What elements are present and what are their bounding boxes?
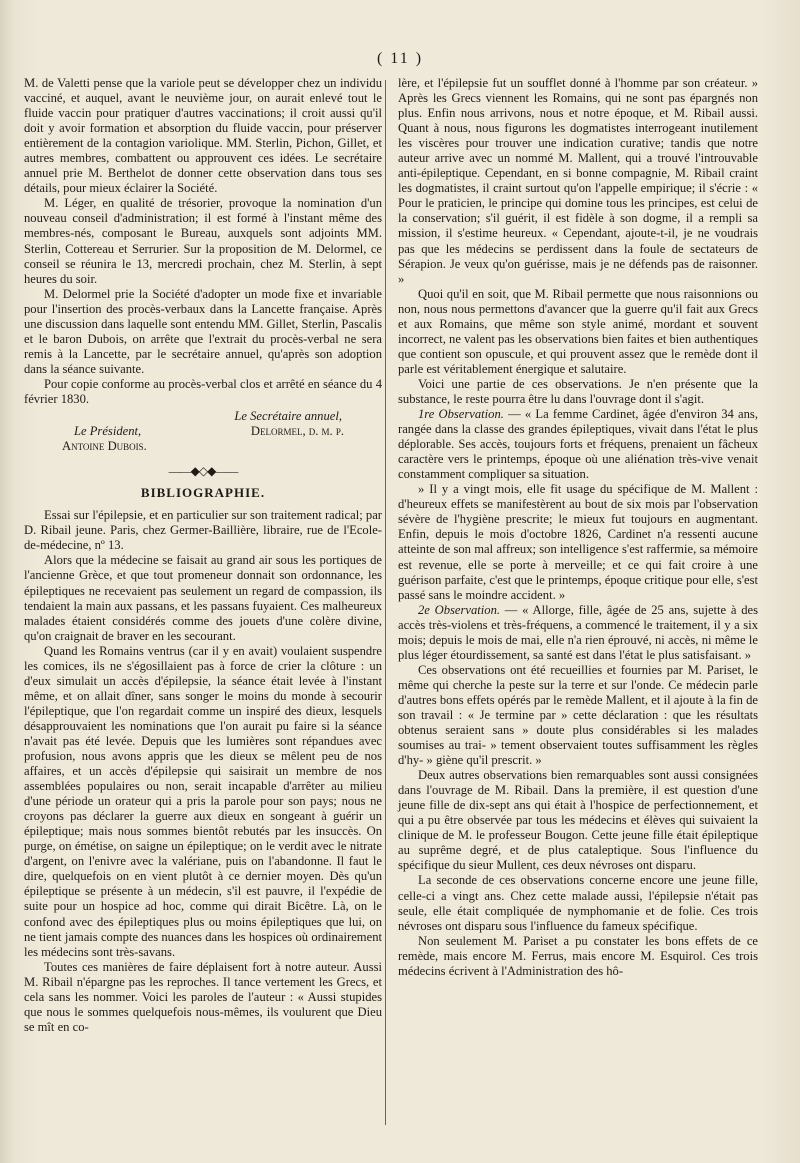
paragraph: Alors que la médecine se faisait au grand air sous les portiques de l'ancienne Grèce, et que tout promeneur donnait son ordonnance, les épileptiques ne recevaient pas seulement un regard de compassion, ils tendaient la main aux passans, et les passans fuyaient. Ces malheureux malades étaient considérés comme des jouets d'une colère divine, qu'on craignait de braver en les secourant.: [24, 553, 382, 643]
signature-row-titles: [24, 424, 382, 439]
signature-block: [24, 409, 382, 454]
president-name: Antoine Dubois.: [62, 439, 147, 454]
paragraph: » Il y a vingt mois, elle fit usage du spécifique de M. Mallent : d'heureux effets se manifestèrent au bout de six mois par l'observation sévère de l'hygiène prescrite; le mieux fut toujours en augmentant. Enfin, depuis le mois d'octobre 1826, Cardinet n'a ressenti aucune atteinte de son mal affreux; son intelligence s'est raffermie, sa mémoire est revenue, elle se porte à merveille; et ce qui fait croire à une guérison parfaite, c'est que le printemps, époque critique pour elle, s'est passé sans le moindre accident. »: [398, 482, 758, 602]
paragraph: Quand les Romains ventrus (car il y en avait) voulaient suspendre les comices, ils ne s'égosillaient pas à force de crier la clôture : un d'eux simulait un accès d'épilepsie, la séance était levée à l'instant même, et on allait dîner, sans songer le moins du monde à secourir l'épileptique, que l'on regardait comme un inspiré des dieux, lesquels désapprouvaient les nominations que l'on aurait pu faire si la séance n'avait pas été levée. Depuis que les lumières sont répandues avec profusion, nous avons appris que les dieux se mêlent peu de nos affaires, et un accès d'épilepsie qui saisirait un membre de nos assemblées populaires ou non, serait incapable d'arrêter au milieu d'une période un orateur qui a pris la parole pour son pays; nous ne croyons pas déclarer la guerre aux dieux en songeant à guérir un épileptique; mais nous sommes bientôt rebutés par les insuccès. On purge, on émétise, on saigne un épileptique; on le verdit avec le nitrate d'argent, on l'enivre avec la valériane, puis on l'abandonne. Il faut le dire, quelquefois on en vient plutôt à ce dernier moyen. Dès qu'un épileptique se présente à un médecin, s'il est pauvre, il l'expédie de suite pour un hospice ad hoc, comme qui dirait Bicêtre. Là, on le confond avec des épileptiques plus ou moins épileptiques que lui, on ne tient jamais compte des nuances dans les hospices où ordinairement les médecins sont très-savans.: [24, 643, 382, 959]
secretary-title: Le Secrétaire annuel,: [234, 409, 342, 424]
column-divider: [385, 80, 386, 1125]
paragraph: Toutes ces manières de faire déplaisent fort à notre auteur. Aussi M. Ribail n'épargne pas les reproches. Il tance vertement les Grecs, et cela sans les nommer. Voici les paroles de l'auteur : « Aussi stupides que nous le sommes quelquefois nous-mêmes, ils voulurent que Dieu se mît en co-: [24, 959, 382, 1034]
paragraph: M. de Valetti pense que la variole peut se développer chez un individu vacciné, et auquel, avant le neuvième jour, on aurait enlevé tout le fluide vaccin pour pratiquer d'autres vaccinations; il croit aussi qu'il doit y avoir formation et absorption du fluide vaccin, pour préserver entièrement de la contagion variolique. MM. Sterlin, Pichon, Gillet, et autres membres, combattent ou approuvent ces idées. Le secrétaire annuel prie M. Berthelot de donner cette observation dans tous ses détails, pour mieux éclairer la Société.: [24, 76, 382, 196]
paragraph: Ces observations ont été recueillies et fournies par M. Pariset, le même qui cherche la peste sur la terre et sur l'onde. Ce médecin parle d'autres bons effets opérés par le remède Mallent, et il ajoute à la fin de son travail : « Je termine par » cette déclaration : que les résultats obtenus seraient sans » doute plus considérables si les malades soumises au trai- » tement observaient toutes suffisamment les règles d'hy- » giène qu'il prescrit. »: [398, 662, 758, 768]
observation-2: [398, 603, 758, 663]
page-number: ( 11 ): [376, 50, 424, 67]
bibliography-entry: Essai sur l'épilepsie, et en particulier sur son traitement radical; par D. Ribail jeune. Paris, chez Germer-Baillière, libraire, rue de l'Ecole-de-médecine, nº 13.: [24, 508, 382, 553]
paragraph: M. Léger, en qualité de trésorier, provoque la nomination d'un nouveau conseil d'administration; il est formé à l'instant même des membres-nés, composant le Bureau, auxquels sont adjoints MM. Sterlin, Cottereau et Serrurier. Sur la proposition de M. Delormel, ce conseil se réunira le 13, mercredi prochain, chez M. Sterlin, à sept heures du soir.: [24, 196, 382, 286]
paragraph: Non seulement M. Pariset a pu constater les bons effets de ce remède, mais encore M. Ferrus, mais encore M. Esquirol. Ces trois médecins écrivent à l'Administration des hô-: [398, 933, 758, 978]
president-title: Le Président,: [74, 424, 142, 439]
paragraph: lère, et l'épilepsie fut un soufflet donné à l'homme par son créateur. » Après les Grecs viennent les Romains, qui ne sont pas épargnés non plus. Enfin nous arrivons, nous et notre époque, et M. Ribail aussi. Quant à nous, nous figurons les dogmatistes interrogeant inutilement les viscères pour trouver une indication curative; tandis que notre auteur arrive avec un nommé M. Mallent, qui a trouvé l'introuvable anti-épileptique. Cependant, en si bonne compagnie, M. Ribail craint les dogmatistes, il craint surtout qu'on l'appelle empirique; il s'écrie : « Pour le praticien, le principe qui domine tous les principes, est celui de la conservation; s'il guérit, il est fidèle à son dogme, il a rempli sa mission, il s'estime heureux. « Cependant, ajoute-t-il, je ne voudrais pas que les médecins se perdissent dans la foule de sectateurs de Sérapion. Je veux qu'on guérisse, mais je ne défends pas de raisonner. »: [398, 76, 758, 286]
secretary-name: Delormel, d. m. p.: [250, 424, 344, 439]
paragraph: M. Delormel prie la Société d'adopter un mode fixe et invariable pour l'insertion des procès-verbaux dans la Lancette française. Après une discussion dans laquelle sont entendu MM. Gillet, Sterlin, Pascalis et le baron Dubois, on arrête que l'extrait du procès-verbal ne sera remis à la Lancette, par le secrétaire annuel, qu'après son adoption dans la séance suivante.: [24, 286, 382, 376]
paragraph: Voici une partie de ces observations. Je n'en présente que la substance, le reste pourra être lu dans l'ouvrage dont il s'agit.: [398, 376, 758, 406]
section-heading: BIBLIOGRAPHIE.: [140, 485, 266, 501]
left-column: [24, 76, 382, 1035]
observation-text: — « La femme Cardinet, âgée d'environ 34 ans, rangée dans la classe des grandes épileptiques, vivait dans l'état le plus déplorable. Ses accès, toujours forts et fréquens, prenaient un fâcheux caractère vers le printemps, époque où une aliénation très-vive venait constamment compliquer sa situation.: [398, 407, 758, 482]
paragraph: La seconde de ces observations concerne encore une jeune fille, celle-ci a vingt ans. Chez cette malade aussi, l'épilepsie n'était pas seule, elle était compliquée de nymphomanie et de folie. Ces trois névroses ont disparu sous l'influence du fameux spécifique.: [398, 873, 758, 933]
paragraph: Quoi qu'il en soit, que M. Ribail permette que nous raisonnions ou non, nous nous permettons d'avancer que la guerre qu'il fait aux Grecs et aux Romains, que même son style animé, mordant et souvent incorrect, ne valent pas les observations bien faites et bien authentiques que contient son opuscule, et qui prouvent assez que le remède dont il parle est véritablement énergique et salutaire.: [398, 286, 758, 376]
paragraph: Pour copie conforme au procès-verbal clos et arrêté en séance du 4 février 1830.: [24, 376, 382, 406]
right-column: [398, 76, 758, 979]
observation-label: 2e Observation.: [418, 602, 501, 617]
observation-text: — « Allorge, fille, âgée de 25 ans, sujette à des accès très-violens et très-fréquens, a commencé le traitement, il y a six mois; depuis le mois de mai, elle n'a rien éprouvé, ni accès, ni même le plus léger étourdissement, sa santé est dans l'état le plus satisfaisant. »: [398, 602, 758, 662]
paragraph: Deux autres observations bien remarquables sont aussi consignées dans l'ouvrage de M. Ribail. Dans la première, il est question d'une jeune fille de dix-sept ans qui était à l'hospice de perfectionnement, et qui a pu être observée par tous les médecins et élèves qui suivaient la clinique de M. le professeur Bougon. Cette jeune fille était épileptique au suprême degré, et de plus cataleptique. Sous l'influence du spécifique du sieur Mullent, ces deux névroses ont disparu.: [398, 768, 758, 873]
observation-1: [398, 407, 758, 482]
observation-label: 1re Observation.: [418, 407, 504, 422]
ornament-divider: ——◆◇◆——: [168, 464, 238, 479]
